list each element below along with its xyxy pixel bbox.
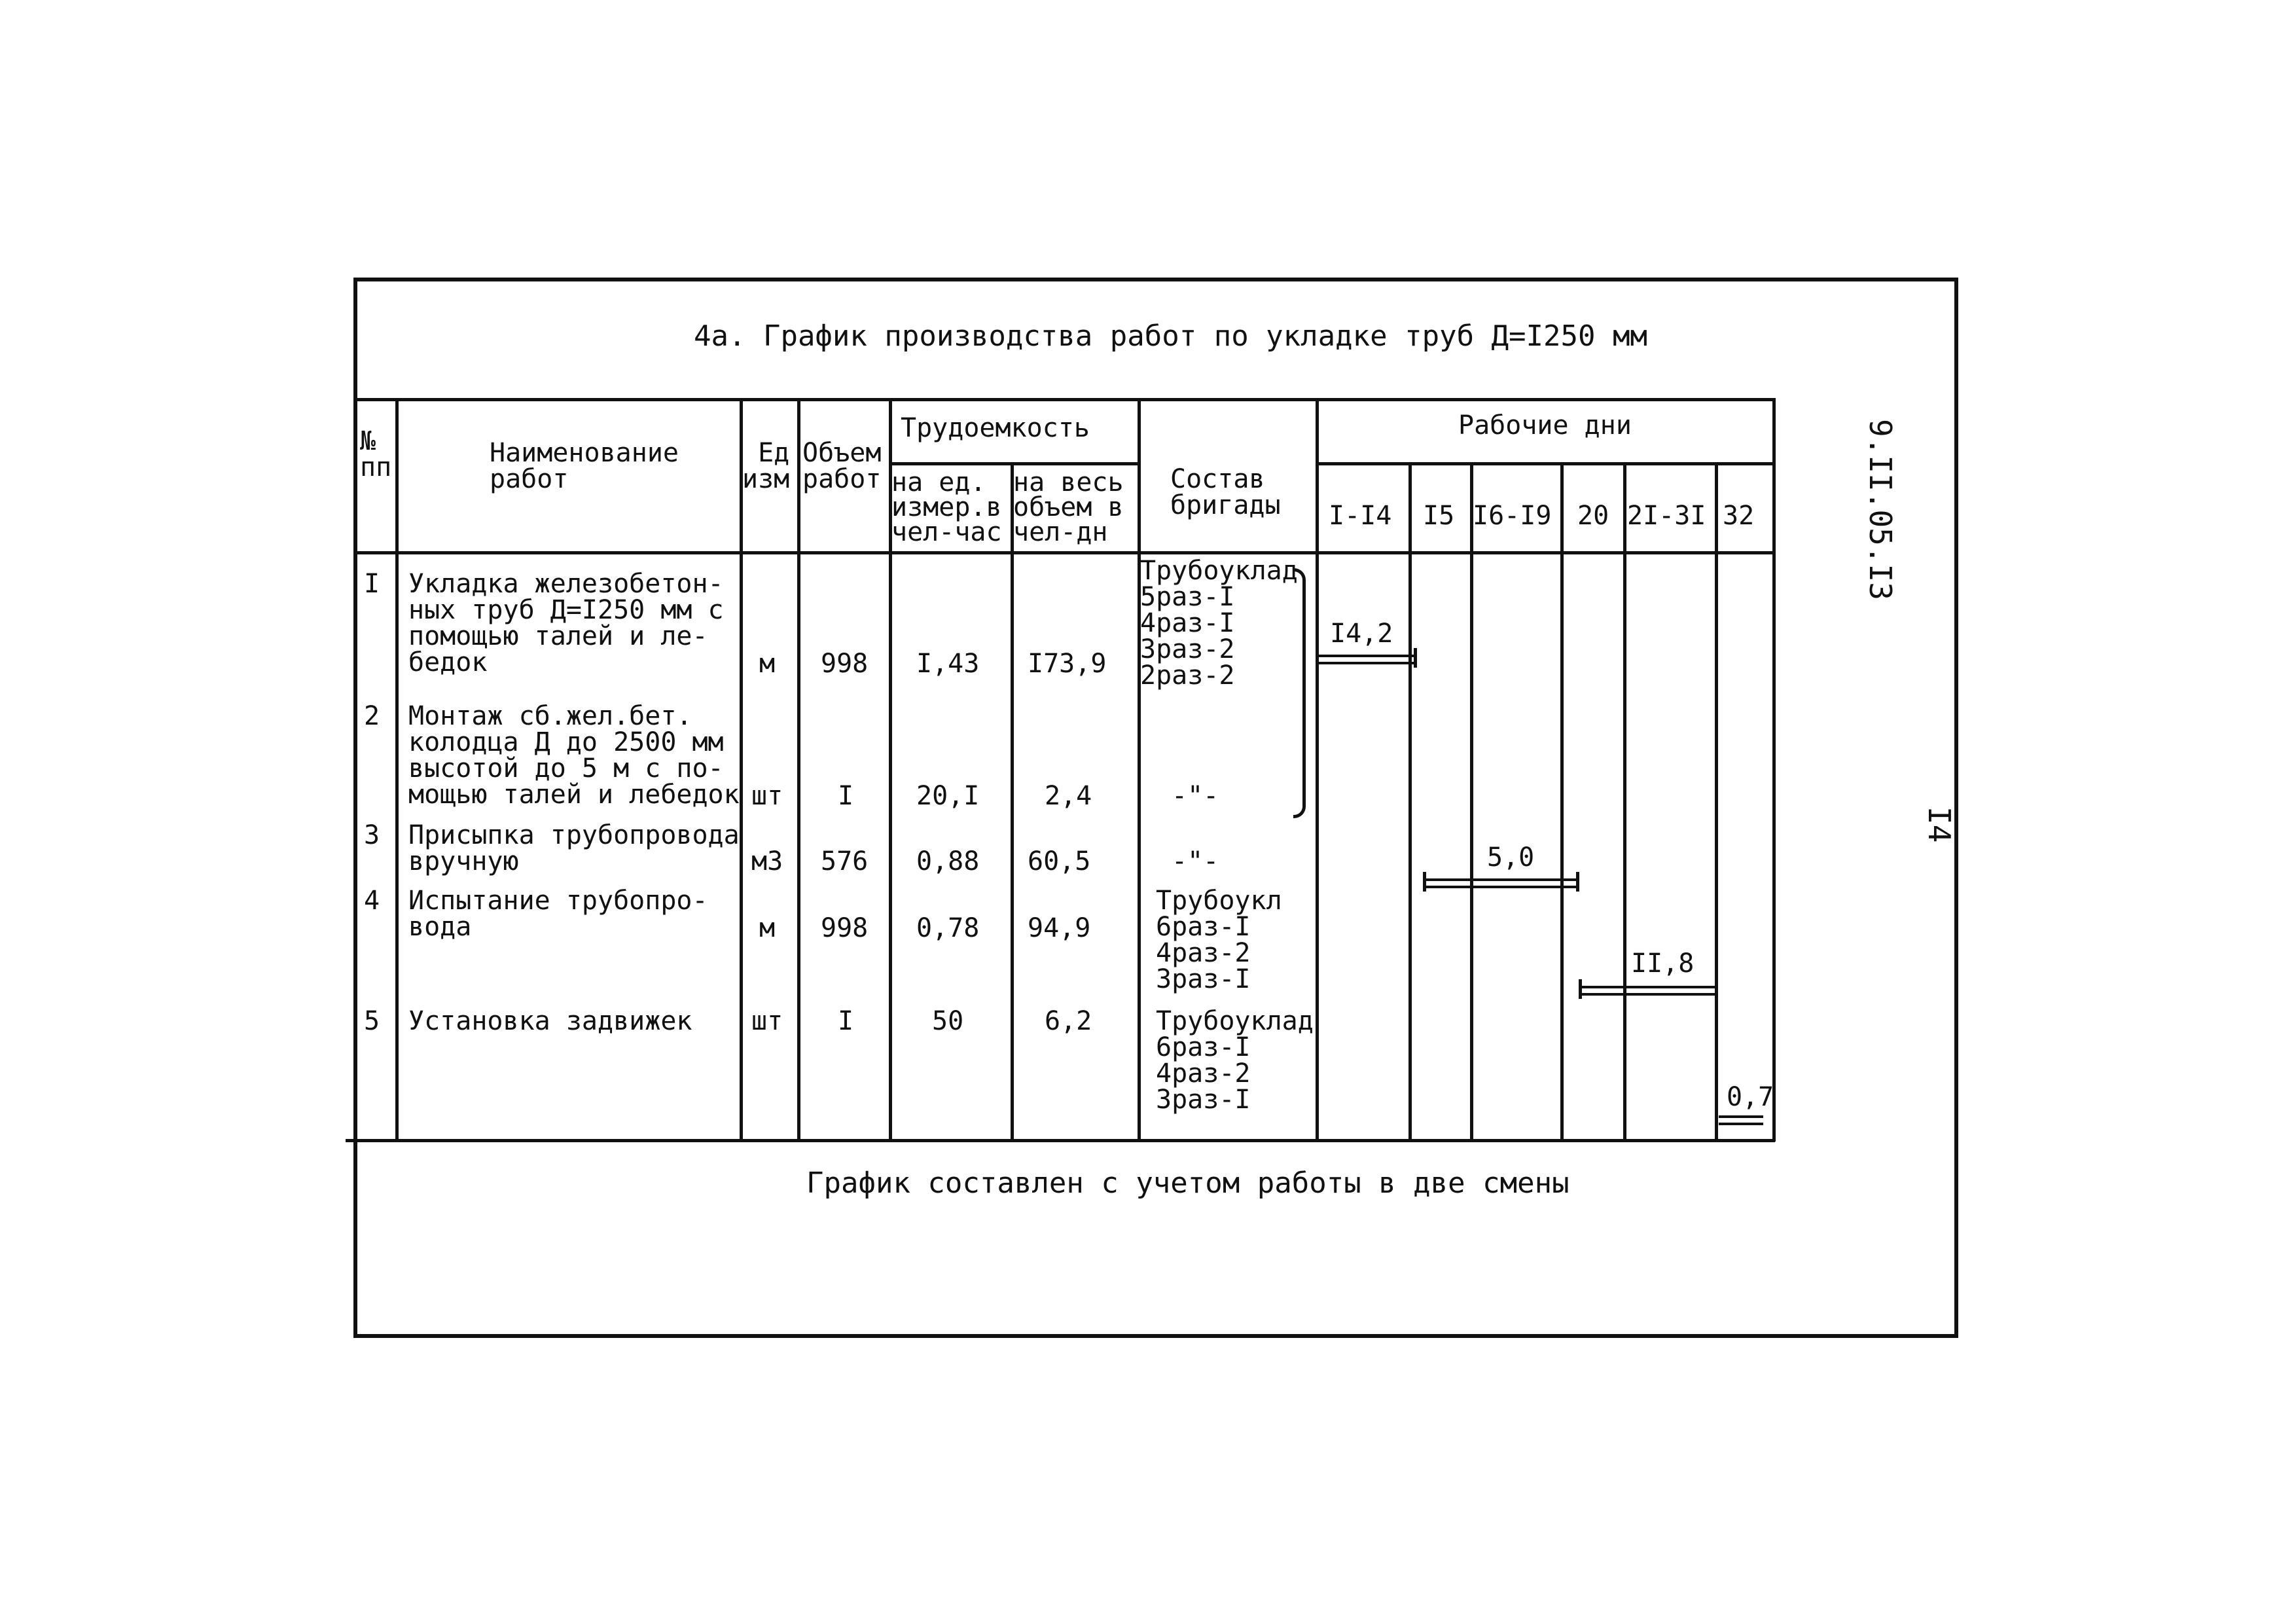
bar1-label: I4,2 — [1330, 619, 1393, 649]
page-number: I4 — [1922, 806, 1957, 843]
row4-name: Испытание трубопро- вода — [408, 886, 708, 942]
row1-unit: м — [759, 649, 776, 679]
row4-labor-total: 94,9 — [1028, 913, 1091, 943]
days-header-line — [1316, 462, 1775, 465]
header-num: № пп — [360, 426, 392, 482]
row2-name: Монтаж сб.жел.бет. колодца Д до 2500 мм высотой до 5 м с по- мощью талей и лебедок — [408, 701, 740, 810]
col-line-2 — [740, 398, 743, 1142]
row3-labor-unit: 0,88 — [916, 846, 980, 876]
header-labor-total: на весь объем в чел-дн — [1013, 467, 1124, 547]
row5-num: 5 — [364, 1006, 380, 1036]
bar4-label: II,8 — [1631, 948, 1695, 979]
row1-volume: 998 — [821, 649, 869, 679]
day-col-2: I5 — [1423, 501, 1455, 531]
bar-row4-start-tick — [1579, 979, 1582, 999]
col-line-1 — [395, 398, 399, 1142]
col-line-12 — [1715, 462, 1718, 1142]
bar-row4 — [1580, 986, 1716, 996]
col-line-6 — [1138, 398, 1141, 1142]
row5-name: Установка задвижек — [408, 1006, 692, 1036]
col-line-13 — [1772, 398, 1776, 1142]
row1-crew: Трубоуклад 5раз-I 4раз-I 3раз-2 2раз-2 — [1140, 556, 1298, 691]
bar-row3-end-tick — [1576, 872, 1579, 892]
row5-volume: I — [838, 1006, 854, 1036]
day-col-4: 20 — [1577, 501, 1609, 531]
bar-row3-start-tick — [1423, 872, 1426, 892]
row5-unit: шт — [751, 1006, 783, 1036]
row4-num: 4 — [364, 886, 380, 916]
col-line-3 — [797, 398, 800, 1142]
row1-labor-unit: I,43 — [916, 649, 980, 679]
row5-crew: Трубоуклад 6раз-I 4раз-2 3раз-I — [1156, 1006, 1314, 1115]
bar5-label: 0,7 — [1727, 1082, 1774, 1112]
bar-row1-end-tick — [1414, 648, 1417, 668]
col-line-5 — [1011, 462, 1014, 1142]
day-col-1: I-I4 — [1329, 501, 1392, 531]
header-crew: Состав бригады — [1170, 464, 1281, 520]
row2-crew: -"- — [1172, 781, 1219, 811]
row5-labor-unit: 50 — [932, 1006, 964, 1036]
bar-row3 — [1424, 878, 1579, 888]
row3-crew: -"- — [1172, 846, 1219, 876]
col-line-9 — [1470, 462, 1473, 1142]
row4-volume: 998 — [821, 913, 869, 943]
row1-num: I — [364, 569, 380, 599]
footer-note: График составлен с учетом работы в две смены — [806, 1166, 1570, 1200]
row2-labor-unit: 20,I — [916, 781, 980, 811]
row1-labor-total: I73,9 — [1028, 649, 1107, 679]
table-top-line — [353, 398, 1775, 401]
row3-unit: м3 — [751, 846, 783, 876]
document-title: 4а. График производства работ по укладке труб Д=I250 мм — [694, 319, 1647, 353]
col-line-11 — [1623, 462, 1626, 1142]
header-labor-unit: на ед. измер.в чел-час — [891, 467, 1002, 547]
row5-labor-total: 6,2 — [1045, 1006, 1092, 1036]
header-unit: Ед изм — [742, 438, 790, 494]
row2-num: 2 — [364, 701, 380, 731]
row4-crew: Трубоукл 6раз-I 4раз-2 3раз-I — [1156, 886, 1282, 994]
row3-labor-total: 60,5 — [1028, 846, 1091, 876]
row4-labor-unit: 0,78 — [916, 913, 980, 943]
day-col-3: I6-I9 — [1473, 501, 1552, 531]
row2-labor-total: 2,4 — [1045, 781, 1092, 811]
header-volume: Объем работ — [802, 438, 882, 494]
row2-unit: шт — [751, 781, 783, 811]
col-line-10 — [1560, 462, 1564, 1142]
col-line-8 — [1408, 462, 1412, 1142]
day-col-6: 32 — [1723, 501, 1755, 531]
day-col-5: 2I-3I — [1627, 501, 1706, 531]
row3-volume: 576 — [821, 846, 869, 876]
header-labor: Трудоемкость — [901, 413, 1090, 443]
row4-unit: м — [759, 913, 776, 943]
col-line-7 — [1316, 398, 1319, 1142]
crew-brace — [1293, 568, 1306, 818]
row2-volume: I — [838, 781, 854, 811]
row3-num: 3 — [364, 820, 380, 850]
bar-row1 — [1318, 655, 1416, 664]
document-code: 9.II.05.I3 — [1863, 419, 1898, 600]
row1-name: Укладка железобетон- ных труб Д=I250 мм с помощью талей и ле- бедок — [408, 569, 724, 677]
bar-row5 — [1719, 1115, 1763, 1125]
row3-name: Присыпка трубопровода вручную — [408, 820, 740, 876]
header-days: Рабочие дни — [1458, 410, 1632, 441]
bar3-label: 5,0 — [1487, 842, 1535, 873]
header-name: Наименование работ — [490, 438, 679, 494]
